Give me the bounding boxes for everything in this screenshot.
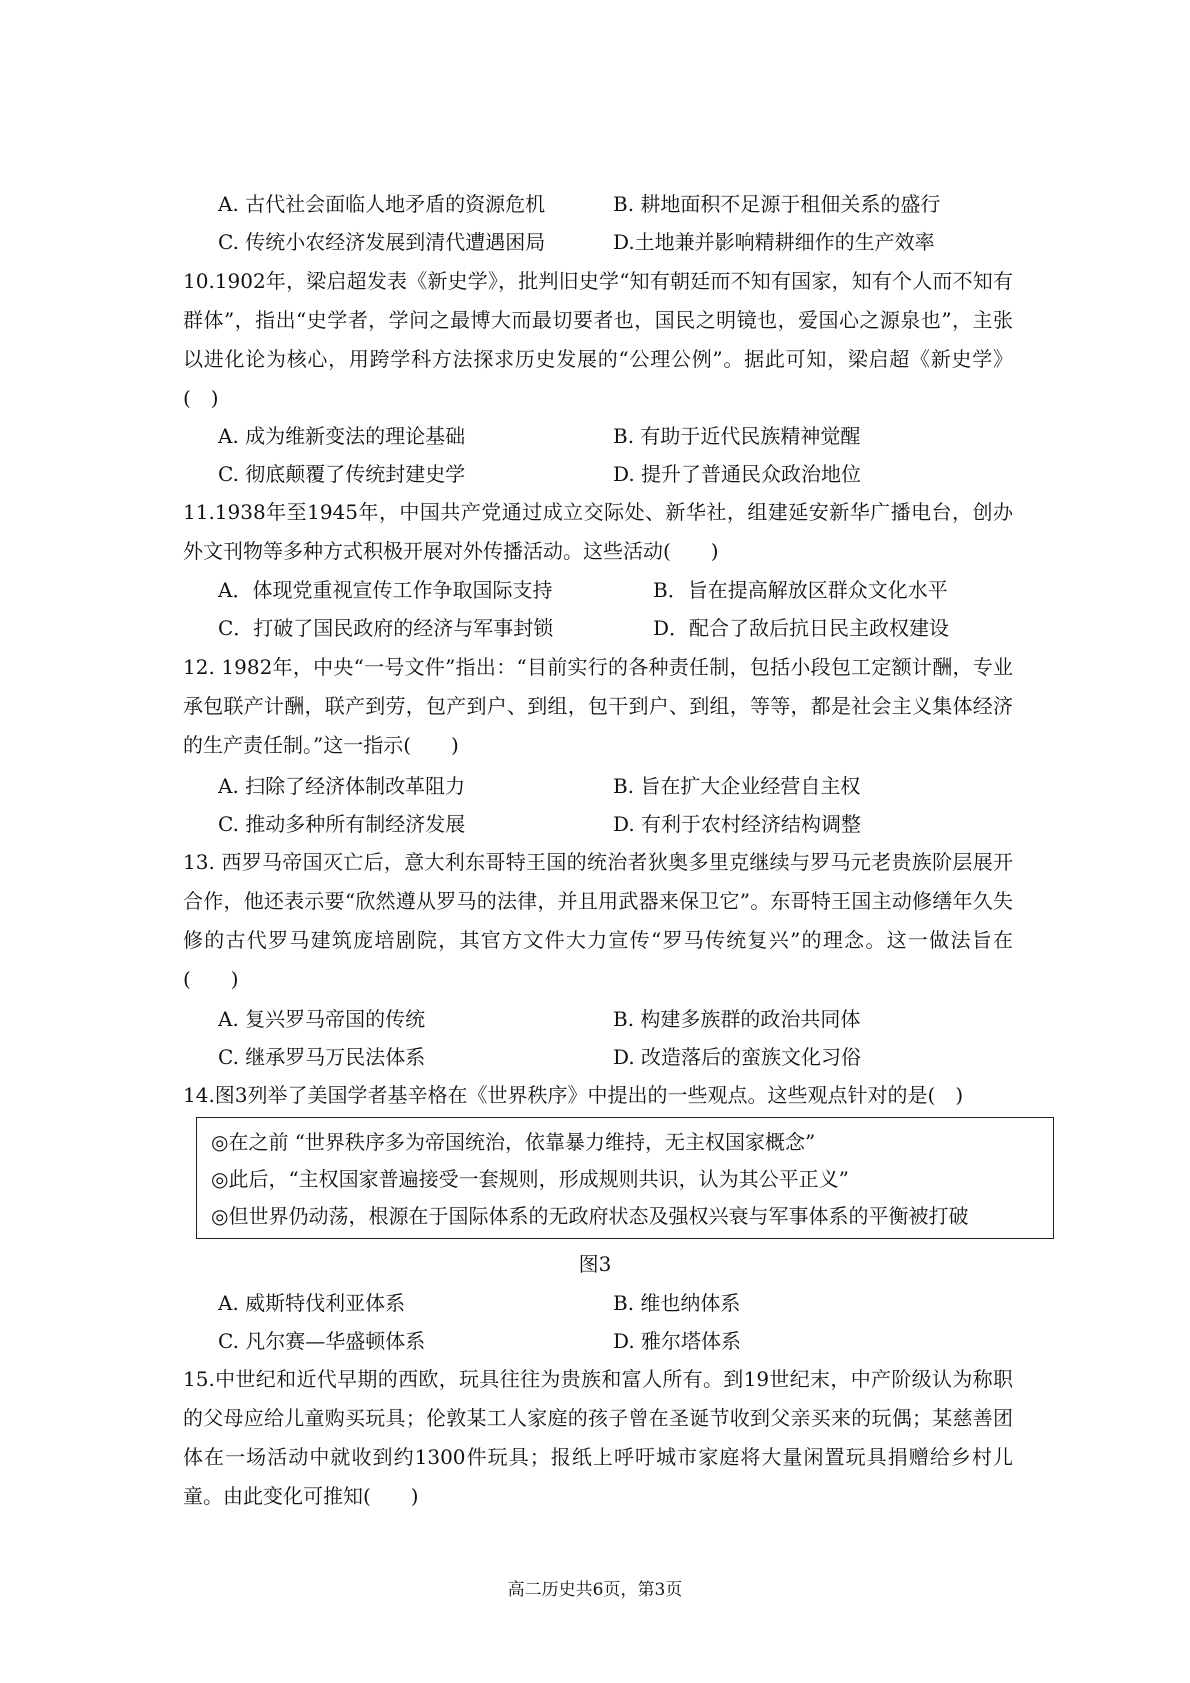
page-footer: 高二历史共6页，第3页 xyxy=(507,1580,683,1600)
q13-options-row-2 xyxy=(0,1041,1190,1073)
q11-option-c: C．打破了国民政府的经济与军事封锁 xyxy=(218,616,554,640)
q13-option-a: A. 复兴罗马帝国的传统 xyxy=(218,1007,426,1031)
q13-option-c: C. 继承罗马万民法体系 xyxy=(218,1045,426,1069)
q9-options-row-2 xyxy=(0,226,1190,258)
q14-options-row-1 xyxy=(0,1287,1190,1319)
q12-stem xyxy=(183,648,1013,765)
q10-option-a: A. 成为维新变法的理论基础 xyxy=(218,424,466,448)
q11-option-d: D．配合了敌后抗日民主政权建设 xyxy=(653,616,950,640)
q12-option-d: D. 有利于农村经济结构调整 xyxy=(613,812,862,836)
q14-option-a: A. 威斯特伐利亚体系 xyxy=(218,1291,406,1315)
q12-option-a: A. 扫除了经济体制改革阻力 xyxy=(218,774,466,798)
figure-caption: 图3 xyxy=(578,1252,612,1276)
q10-option-d: D. 提升了普通民众政治地位 xyxy=(613,462,862,486)
q14-option-c: C. 凡尔赛—华盛顿体系 xyxy=(218,1329,426,1353)
q14-option-b: B. 维也纳体系 xyxy=(613,1291,741,1315)
q13-stem-text: 13. 西罗马帝国灭亡后，意大利东哥特王国的统治者狄奥多里克继续与罗马元老贵族阶层展开合作，他还表示要“欣然遵从罗马的法律，并且用武器来保卫它”。东哥特王国主动修缮年久失修的古代罗马建筑庞培剧院，其官方文件大力宣传“罗马传统复兴”的理念。这一做法旨在( ) xyxy=(183,850,1013,991)
q13-stem xyxy=(183,843,1013,999)
q14-options-row-2 xyxy=(0,1325,1190,1357)
q10-stem xyxy=(183,262,1013,418)
q15-stem-text: 15.中世纪和近代早期的西欧，玩具往往为贵族和富人所有。到19世纪末，中产阶级认为称职的父母应给儿童购买玩具；伦敦某工人家庭的孩子曾在圣诞节收到父亲买来的玩偶；某慈善团体在一场活动中就收到约1300件玩具；报纸上呼吁城市家庭将大量闲置玩具捐赠给乡村儿童。由此变化可推知( ) xyxy=(183,1367,1013,1508)
q11-options-row-1 xyxy=(0,574,1190,606)
q9-option-c: C. 传统小农经济发展到清代遭遇困局 xyxy=(218,230,546,254)
q14-option-d: D. 雅尔塔体系 xyxy=(613,1329,742,1353)
q10-options-row-2 xyxy=(0,458,1190,490)
q12-options-row-1 xyxy=(0,770,1190,802)
q14-quote-line-2: ◎此后，“主权国家普遍接受一套规则，形成规则共识，认为其公平正义” xyxy=(211,1167,849,1191)
q15-stem xyxy=(183,1360,1013,1516)
q11-option-b: B．旨在提高解放区群众文化水平 xyxy=(653,578,948,602)
q9-option-b: B. 耕地面积不足源于租佃关系的盛行 xyxy=(613,192,941,216)
q14-quote-line-3: ◎但世界仍动荡，根源在于国际体系的无政府状态及强权兴衰与军事体系的平衡被打破 xyxy=(211,1204,969,1228)
q14-stem xyxy=(183,1076,1013,1115)
q10-option-b: B. 有助于近代民族精神觉醒 xyxy=(613,424,861,448)
q13-option-d: D. 改造落后的蛮族文化习俗 xyxy=(613,1045,862,1069)
q14-quote-line-1: ◎在之前 “世界秩序多为帝国统治，依靠暴力维持，无主权国家概念” xyxy=(211,1130,816,1154)
q13-option-b: B. 构建多族群的政治共同体 xyxy=(613,1007,861,1031)
q11-option-a: A．体现党重视宣传工作争取国际支持 xyxy=(218,578,553,602)
q12-option-b: B. 旨在扩大企业经营自主权 xyxy=(613,774,861,798)
q13-options-row-1 xyxy=(0,1003,1190,1035)
q11-options-row-2 xyxy=(0,612,1190,644)
q10-stem-text: 10.1902年，梁启超发表《新史学》，批判旧史学“知有朝廷而不知有国家，知有个人而不知有群体”，指出“史学者，学问之最博大而最切要者也，国民之明镜也，爱国心之源泉也”，主张以进化论为核心，用跨学科方法探求历史发展的“公理公例”。据此可知，梁启超《新史学》( ) xyxy=(183,269,1013,410)
q14-quote-box xyxy=(196,1117,1054,1239)
q12-stem-text: 12. 1982年，中央“一号文件”指出：“目前实行的各种责任制，包括小段包工定额计酬，专业承包联产计酬，联产到劳，包产到户、到组，包干到户、到组，等等，都是社会主义集体经济的生产责任制。”这一指示( ) xyxy=(183,655,1013,757)
q11-stem xyxy=(183,493,1013,571)
q10-option-c: C. 彻底颠覆了传统封建史学 xyxy=(218,462,466,486)
q9-option-d: D.土地兼并影响精耕细作的生产效率 xyxy=(613,230,935,254)
q14-stem-text: 14.图3列举了美国学者基辛格在《世界秩序》中提出的一些观点。这些观点针对的是( ) xyxy=(183,1083,964,1107)
q12-option-c: C. 推动多种所有制经济发展 xyxy=(218,812,466,836)
q12-options-row-2 xyxy=(0,808,1190,840)
q9-option-a: A. 古代社会面临人地矛盾的资源危机 xyxy=(218,192,546,216)
q11-stem-text: 11.1938年至1945年，中国共产党通过成立交际处、新华社，组建延安新华广播电台，创办外文刊物等多种方式积极开展对外传播活动。这些活动( ) xyxy=(183,500,1013,563)
q10-options-row-1 xyxy=(0,420,1190,452)
q9-options-row-1 xyxy=(0,188,1190,220)
